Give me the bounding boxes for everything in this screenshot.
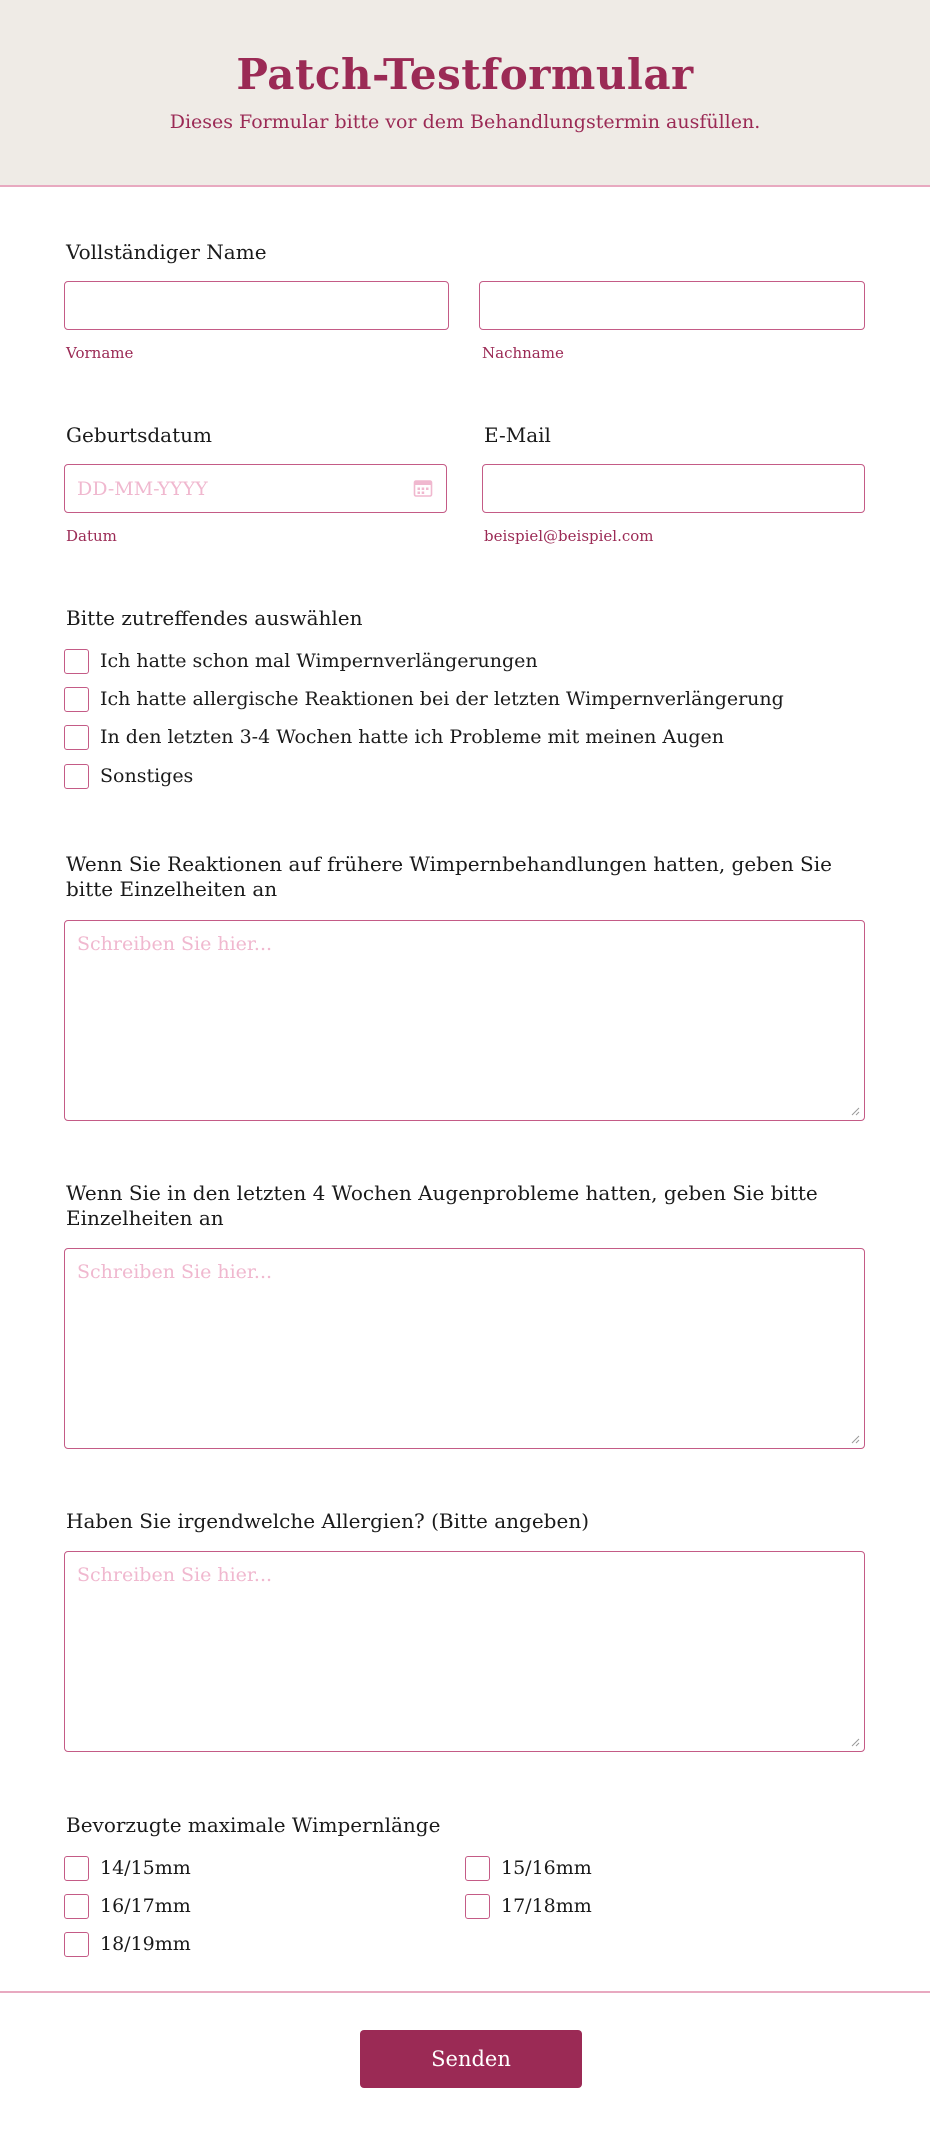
full-name-label: Vollständiger Name	[66, 240, 267, 264]
submit-button[interactable]: Senden	[360, 2030, 582, 2088]
birthdate-label: Geburtsdatum	[66, 423, 212, 447]
allergies-textarea[interactable]	[64, 1551, 865, 1752]
first-name-sublabel: Vorname	[66, 344, 134, 362]
resize-grip-icon[interactable]	[850, 1434, 860, 1444]
birthdate-input[interactable]	[64, 464, 447, 513]
lash-length-label: Bevorzugte maximale Wimpernlänge	[66, 1813, 441, 1837]
first-name-input[interactable]	[64, 281, 449, 330]
footer-divider	[0, 1991, 930, 1993]
condition-option-label: Ich hatte allergische Reaktionen bei der letzten Wimpernverlängerung	[100, 688, 784, 710]
checkbox[interactable]	[465, 1894, 490, 1919]
lash-length-option-label: 15/16mm	[501, 1857, 592, 1879]
lash-length-option-label: 17/18mm	[501, 1895, 592, 1917]
resize-grip-icon[interactable]	[850, 1737, 860, 1747]
last-name-sublabel: Nachname	[482, 344, 564, 362]
reactions-label-line1: Wenn Sie Reaktionen auf frühere Wimpernbehandlungen hatten, geben Sie	[66, 852, 832, 876]
reactions-textarea[interactable]	[64, 920, 865, 1121]
email-input[interactable]	[482, 464, 865, 513]
lash-length-option[interactable]	[64, 1892, 191, 1920]
eye-problems-textarea[interactable]	[64, 1248, 865, 1449]
checkbox[interactable]	[64, 764, 89, 789]
form-subtitle: Dieses Formular bitte vor dem Behandlungstermin ausfüllen.	[169, 111, 761, 133]
condition-option-label: In den letzten 3-4 Wochen hatte ich Probleme mit meinen Augen	[100, 726, 724, 748]
condition-option[interactable]	[64, 685, 784, 713]
lash-length-option-label: 16/17mm	[100, 1895, 191, 1917]
form-header	[0, 0, 930, 187]
reactions-label-line2: bitte Einzelheiten an	[66, 877, 278, 901]
lash-length-option[interactable]	[64, 1854, 191, 1882]
eye-problems-label-line1: Wenn Sie in den letzten 4 Wochen Augenprobleme hatten, geben Sie bitte	[66, 1181, 818, 1205]
checkbox[interactable]	[64, 687, 89, 712]
checkbox[interactable]	[64, 1856, 89, 1881]
conditions-label: Bitte zutreffendes auswählen	[66, 606, 363, 630]
checkbox[interactable]	[64, 1932, 89, 1957]
condition-option[interactable]	[64, 647, 538, 675]
form-title: Patch-Testformular	[236, 50, 694, 99]
lash-length-option-label: 18/19mm	[100, 1933, 191, 1955]
email-sublabel: beispiel@beispiel.com	[484, 527, 654, 545]
resize-grip-icon[interactable]	[850, 1106, 860, 1116]
eye-problems-label-line2: Einzelheiten an	[66, 1206, 224, 1230]
checkbox[interactable]	[465, 1856, 490, 1881]
condition-option-label: Sonstiges	[100, 765, 194, 787]
condition-option[interactable]	[64, 762, 193, 790]
checkbox[interactable]	[64, 649, 89, 674]
lash-length-option[interactable]	[465, 1854, 592, 1882]
email-label: E-Mail	[484, 423, 551, 447]
calendar-icon[interactable]	[413, 478, 433, 498]
birthdate-sublabel: Datum	[66, 527, 117, 545]
lash-length-option[interactable]	[64, 1930, 191, 1958]
lash-length-option[interactable]	[465, 1892, 592, 1920]
condition-option[interactable]	[64, 723, 724, 751]
checkbox[interactable]	[64, 725, 89, 750]
checkbox[interactable]	[64, 1894, 89, 1919]
lash-length-option-label: 14/15mm	[100, 1857, 191, 1879]
condition-option-label: Ich hatte schon mal Wimpernverlängerungen	[100, 650, 538, 672]
allergies-label: Haben Sie irgendwelche Allergien? (Bitte angeben)	[66, 1509, 589, 1533]
last-name-input[interactable]	[479, 281, 865, 330]
